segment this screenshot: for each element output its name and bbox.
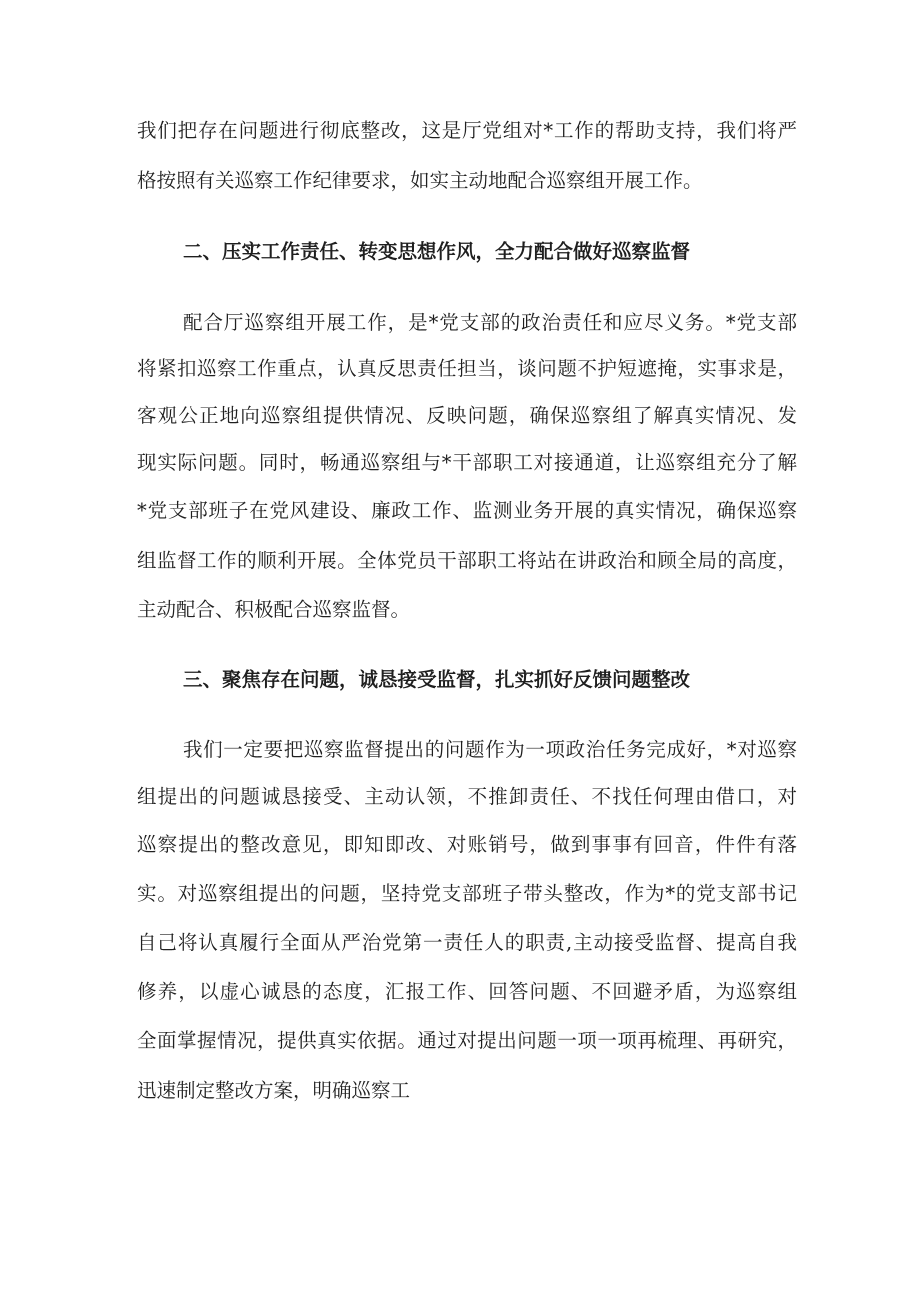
paragraph-3-line-4: 实。对巡察组提出的问题，坚持党支部班子带头整改，作为*的党支部书记 (137, 882, 797, 905)
paragraph-2-line-3: 客观公正地向巡察组提供情况、反映问题，确保巡察组了解真实情况、发 (137, 404, 797, 427)
paragraph-3-line-8: 迅速制定整改方案，明确巡察工 (137, 1079, 411, 1102)
section-heading-2: 二、压实工作责任、转变思想作风，全力配合做好巡察监督 (183, 240, 691, 263)
paragraph-3-line-1: 我们一定要把巡察监督提出的问题作为一项政治任务完成好，*对巡察 (183, 738, 797, 761)
paragraph-2-line-7: 主动配合、积极配合巡察监督。 (137, 598, 411, 621)
paragraph-3-line-2: 组提出的问题诚恳接受、主动认领，不推卸责任、不找任何理由借口，对 (137, 785, 797, 808)
section-heading-3: 三、聚焦存在问题，诚恳接受监督，扎实抓好反馈问题整改 (183, 668, 691, 691)
paragraph-1-line-1: 我们把存在问题进行彻底整改，这是厅党组对*工作的帮助支持，我们将严 (137, 119, 797, 142)
paragraph-2-line-1: 配合厅巡察组开展工作，是*党支部的政治责任和应尽义务。*党支部 (183, 311, 797, 334)
paragraph-1-line-2: 格按照有关巡察工作纪律要求，如实主动地配合巡察组开展工作。 (137, 169, 703, 192)
paragraph-2-line-2: 将紧扣巡察工作重点，认真反思责任担当，谈问题不护短遮掩，实事求是， (137, 357, 797, 380)
paragraph-3-line-3: 巡察提出的整改意见，即知即改、对账销号，做到事事有回音，件件有落 (137, 833, 797, 856)
paragraph-3-line-7: 全面掌握情况，提供真实依据。通过对提出问题一项一项再梳理、再研究， (137, 1029, 797, 1052)
paragraph-2-line-4: 现实际问题。同时，畅通巡察组与*干部职工对接通道，让巡察组充分了解 (137, 451, 797, 474)
paragraph-2-line-6: 组监督工作的顺利开展。全体党员干部职工将站在讲政治和顾全局的高度， (137, 549, 797, 572)
paragraph-3-line-6: 修养，以虚心诚恳的态度，汇报工作、回答问题、不回避矛盾，为巡察组 (137, 980, 797, 1003)
paragraph-2-line-5: *党支部班子在党风建设、廉政工作、监测业务开展的真实情况，确保巡察 (137, 499, 797, 522)
paragraph-3-line-5: 自己将认真履行全面从严治党第一责任人的职责,主动接受监督、提高自我 (137, 931, 797, 954)
